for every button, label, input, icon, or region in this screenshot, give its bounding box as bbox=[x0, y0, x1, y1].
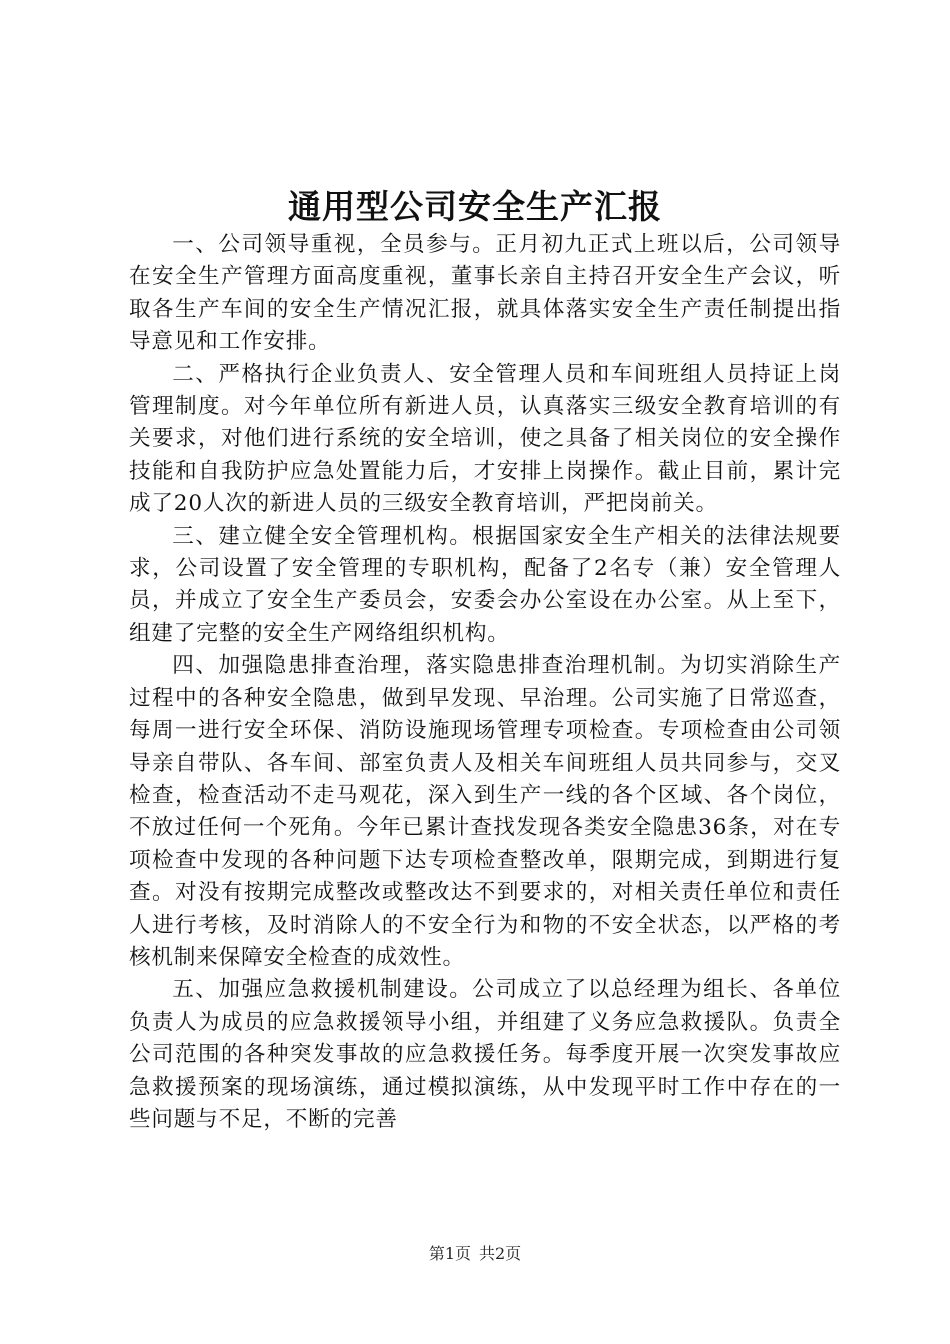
page-number-current: 第1页 bbox=[428, 1244, 471, 1263]
document-title: 通用型公司安全生产汇报 bbox=[288, 187, 662, 226]
paragraph-1: 一、公司领导重视，全员参与。正月初九正式上班以后，公司领导在安全生产管理方面高度重视，董事长亲自主持召开安全生产会议，听取各生产车间的安全生产情况汇报，就具体落实安全生产责任制提出指导意见和工作安排。 bbox=[129, 232, 841, 355]
page-number-total: 共2页 bbox=[479, 1244, 522, 1263]
page-footer bbox=[0, 1242, 950, 1266]
paragraph-2: 二、严格执行企业负责人、安全管理人员和车间班组人员持证上岗管理制度。对今年单位所有新进人员，认真落实三级安全教育培训的有关要求，对他们进行系统的安全培训，使之具备了相关岗位的安全操作技能和自我防护应急处置能力后，才安排上岗操作。截止目前，累计完成了20人次的新进人员的三级安全教育培训，严把岗前关。 bbox=[129, 361, 841, 517]
paragraph-3: 三、建立健全安全管理机构。根据国家安全生产相关的法律法规要求，公司设置了安全管理的专职机构，配备了2名专（兼）安全管理人员，并成立了安全生产委员会，安委会办公室设在办公室。从上至下，组建了完整的安全生产网络组织机构。 bbox=[129, 523, 841, 646]
paragraph-4: 四、加强隐患排查治理，落实隐患排查治理机制。为切实消除生产过程中的各种安全隐患，做到早发现、早治理。公司实施了日常巡查，每周一进行安全环保、消防设施现场管理专项检查。专项检查由公司领导亲自带队、各车间、部室负责人及相关车间班组人员共同参与，交叉检查，检查活动不走马观花，深入到生产一线的各个区域、各个岗位，不放过任何一个死角。今年已累计查找发现各类安全隐患36条，对在专项检查中发现的各种问题下达专项检查整改单，限期完成，到期进行复查。对没有按期完成整改或整改达不到要求的，对相关责任单位和责任人进行考核，及时消除人的不安全行为和物的不安全状态，以严格的考核机制来保障安全检查的成效性。 bbox=[129, 653, 841, 970]
paragraph-5: 五、加强应急救援机制建设。公司成立了以总经理为组长、各单位负责人为成员的应急救援领导小组，并组建了义务应急救援队。负责全公司范围的各种突发事故的应急救援任务。每季度开展一次突发事故应急救援预案的现场演练，通过模拟演练，从中发现平时工作中存在的一些问题与不足，不断的完善 bbox=[129, 977, 841, 1132]
document-body bbox=[129, 229, 841, 1136]
